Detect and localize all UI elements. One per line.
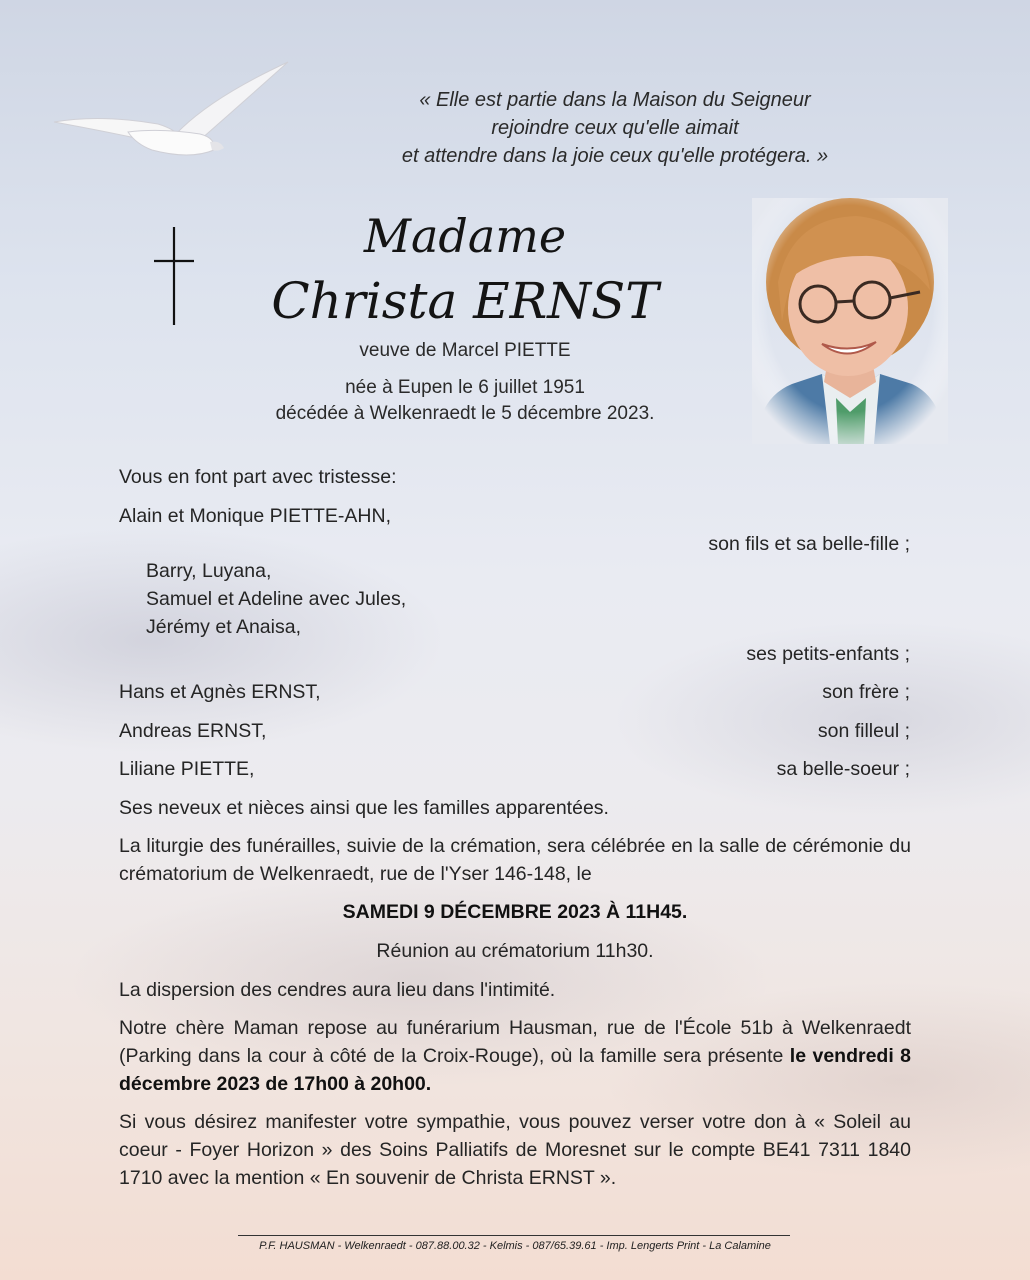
family-names-4: Liliane PIETTE, (119, 758, 255, 780)
quote-line-1: « Elle est partie dans la Maison du Seigneur (419, 89, 811, 111)
family-relation-2: son frère ; (822, 681, 910, 703)
family-names-3: Andreas ERNST, (119, 720, 267, 742)
portrait-photo (752, 198, 948, 444)
seagull-icon (50, 58, 295, 168)
ceremony-text: La liturgie des funérailles, suivie de la crémation, sera célébrée en la salle de cérémonie du crématorium de Welkenraedt, rue de l'Yser 146-148, le (119, 835, 911, 885)
footer-credits: P.F. HAUSMAN - Welkenraedt - 087.88.00.32 - Kelmis - 087/65.39.61 - Imp. Lengerts Print - La Calamine (259, 1240, 771, 1252)
rest-text: Notre chère Maman repose au funérarium Hausman, rue de l'École 51b à Welkenraedt (Parking dans la cour à côté de la Croix-Rouge), où la famille sera présente (119, 1017, 911, 1067)
ceremony-date: SAMEDI 9 DÉCEMBRE 2023 À 11H45. (342, 901, 688, 923)
deceased-name: Christa ERNST (271, 272, 659, 330)
rest-paragraph (119, 1014, 911, 1098)
intro-text: Vous en font part avec tristesse: (119, 466, 397, 488)
birth-info: née à Eupen le 6 juillet 1951 (345, 377, 585, 398)
meeting-time: Réunion au crématorium 11h30. (376, 940, 654, 962)
cross-icon (152, 225, 196, 327)
death-info: décédée à Welkenraedt le 5 décembre 2023. (275, 403, 655, 424)
family-names-2: Hans et Agnès ERNST, (119, 681, 321, 703)
grandchild-line-3: Jérémy et Anaisa, (146, 616, 301, 638)
family-relation-4: sa belle-soeur ; (776, 758, 910, 780)
ashes-text: La dispersion des cendres aura lieu dans l'intimité. (119, 979, 556, 1001)
deceased-title: Madame (363, 209, 567, 263)
grandchildren-relation: ses petits-enfants ; (746, 643, 910, 665)
footer-divider (238, 1235, 790, 1236)
family-relation-1: son fils et sa belle-fille ; (708, 533, 910, 555)
grandchild-line-2: Samuel et Adeline avec Jules, (146, 588, 407, 610)
donation-text: Si vous désirez manifester votre sympathie, vous pouvez verser votre don à « Soleil au coeur - Foyer Horizon » des Soins Palliatifs de Moresnet sur le compte BE41 7311 1840 1710 avec la mention « En souvenir de Christa ERNST ». (119, 1111, 911, 1189)
rest-time: le vendredi 8 décembre 2023 de 17h00 à 20h00. (119, 1045, 912, 1095)
widow-of: veuve de Marcel PIETTE (359, 340, 571, 361)
quote-line-3: et attendre dans la joie ceux qu'elle protégera. » (401, 145, 829, 167)
family-relation-3: son filleul ; (817, 720, 910, 742)
family-names-1: Alain et Monique PIETTE-AHN, (119, 505, 392, 527)
quote-block (300, 86, 930, 170)
extended-family: Ses neveux et nièces ainsi que les familles apparentées. (119, 797, 609, 819)
quote-line-2: rejoindre ceux qu'elle aimait (491, 117, 739, 139)
grandchild-line-1: Barry, Luyana, (146, 560, 272, 582)
